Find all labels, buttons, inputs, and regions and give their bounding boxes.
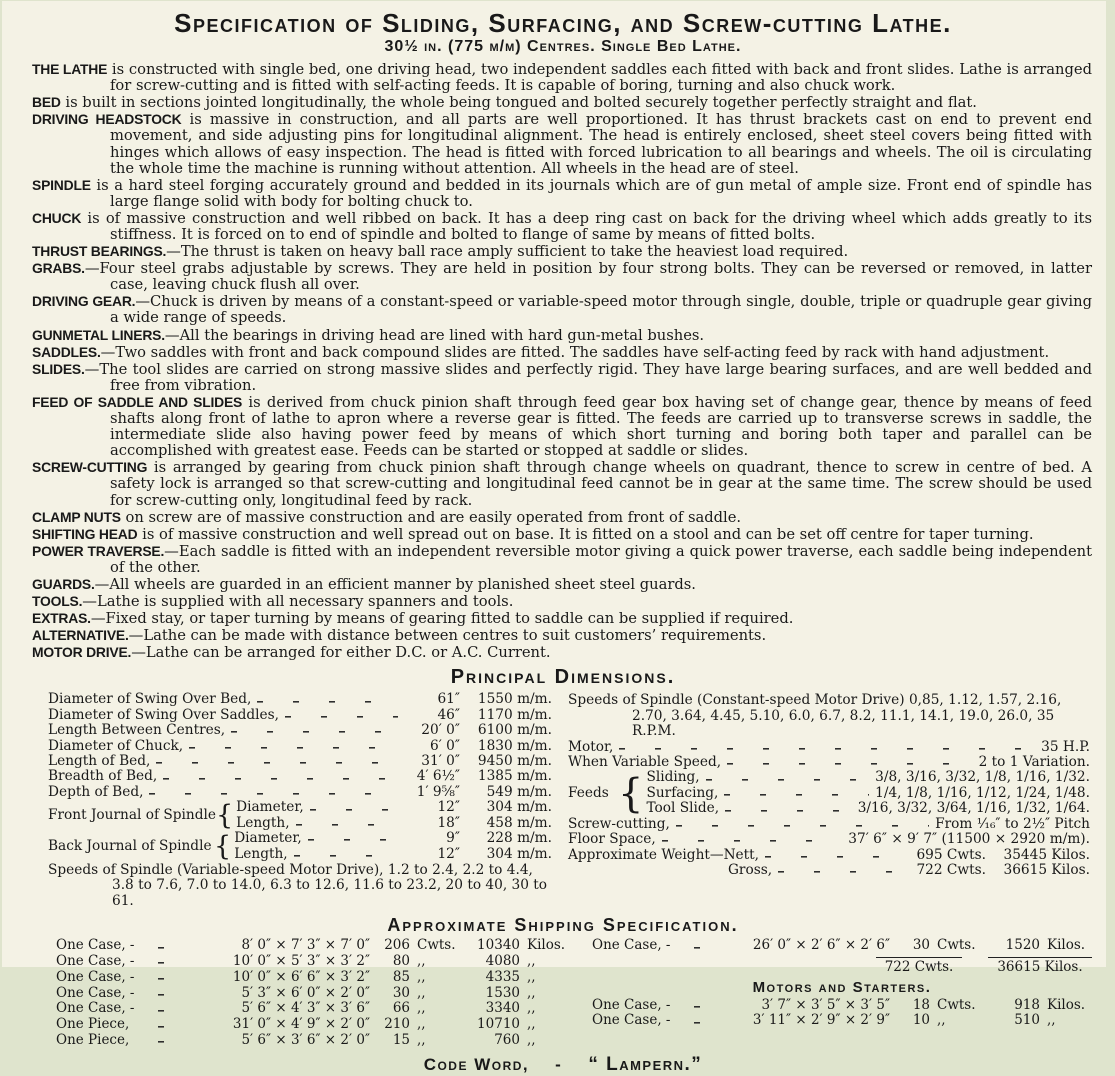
dash-leaders xyxy=(724,788,869,799)
spec-term: MOTOR DRIVE. xyxy=(32,644,132,661)
weight-kilos: 1520 xyxy=(1005,937,1040,954)
dimension-row xyxy=(236,800,552,815)
imperial-value: 12″ xyxy=(437,845,460,862)
page-subtitle: 30½ in. (775 m/m) Centres. Single Bed Lathe. xyxy=(384,38,742,56)
imperial-value: 61″ xyxy=(437,691,460,708)
spec-body: —All the bearings in driving head are lined with hard gun-metal bushes. xyxy=(164,326,705,344)
shipping-section xyxy=(32,938,1094,1049)
motors-and-starters-heading: Motors and Starters. xyxy=(752,978,932,996)
spec-term: CLAMP NUTS xyxy=(32,508,121,525)
spec-term: GUARDS. xyxy=(32,575,95,592)
variable-speed-spindle-speeds: Speeds of Spindle (Variable-speed Motor Drive), 1.2 to 2.4, 2.2 to 4.4, 3.8 to 7.6, 7.0 to 14.0, 6.3 to 12.6, 11.6 to 23.2, 20 to 40, 30 to 61. xyxy=(48,861,548,909)
feeds-group xyxy=(568,770,1090,816)
dimension-row xyxy=(568,740,1090,755)
metric-value: 304 m/m. xyxy=(486,799,552,816)
kilos-unit: ,, xyxy=(527,1031,536,1048)
weight-cwts: 30 xyxy=(392,984,410,1001)
dimension-row xyxy=(646,801,1090,816)
principal-dimensions-section xyxy=(32,692,1094,909)
spec-term: THE LATHE xyxy=(32,61,108,78)
cwts-unit: ,, xyxy=(417,952,426,969)
spec-paragraph xyxy=(32,610,1092,627)
dash-leaders xyxy=(706,773,869,784)
shipping-row xyxy=(56,986,572,1002)
cwts-unit: ,, xyxy=(417,1000,426,1017)
shipping-row xyxy=(56,1001,572,1017)
package-label: One Case, - xyxy=(56,968,135,985)
dash-leaders xyxy=(676,819,929,830)
spec-paragraph xyxy=(32,526,1092,543)
dimension-row xyxy=(568,832,1090,847)
package-label: One Case, - xyxy=(592,996,671,1013)
kilos-unit: Kilos. xyxy=(1047,996,1086,1013)
kilos-unit: ,, xyxy=(527,984,536,1001)
kilos-unit: ,, xyxy=(527,968,536,985)
package-label: One Case, - xyxy=(56,952,135,969)
spec-paragraph xyxy=(32,210,1092,243)
dimension-label: Diameter, xyxy=(236,799,304,816)
dash-leaders xyxy=(189,741,398,752)
spec-body: is derived from chuck pinion shaft through feed gear box having set of change gear, thence by means of feed shafts along front of lathe to apron where a reverse gear is fitted. The feeds are carried up to transverse screws in saddle, the intermediate slide also having power feed by means of which short turning and boring both taper and parallel can be accomplished with greatest ease. Feeds can be started or stopped at saddle or slides. xyxy=(110,393,1092,460)
case-dimensions: 3′ 11″ × 2′ 9″ × 2′ 9″ xyxy=(752,1012,890,1029)
spec-paragraph xyxy=(32,111,1092,176)
package-label: One Piece, xyxy=(56,1016,130,1033)
dimension-label: Depth of Bed, xyxy=(48,783,144,800)
spec-term: BED xyxy=(32,94,61,111)
metric-value: 6100 m/m. xyxy=(477,722,552,739)
kilos-unit: ,, xyxy=(527,952,536,969)
weight-cwts: 10 xyxy=(912,1012,930,1029)
spec-term: EXTRAS. xyxy=(32,610,91,627)
weight-kilos: 1530 xyxy=(485,984,520,1001)
dimension-row xyxy=(568,817,1090,832)
dimension-value: From ¹⁄₁₆″ to 2½″ Pitch xyxy=(935,815,1090,832)
weight-kilos: 4080 xyxy=(485,952,520,969)
case-dimensions: 10′ 0″ × 6′ 6″ × 3′ 2″ xyxy=(232,968,370,985)
package-label: One Case, - xyxy=(56,937,135,954)
cwts-value: 695 Cwts. xyxy=(916,846,986,863)
spec-term: THRUST BEARINGS. xyxy=(32,243,167,260)
imperial-value: 18″ xyxy=(437,814,460,831)
dash-leaders xyxy=(778,865,892,876)
shipping-left-column xyxy=(32,938,572,1049)
weight-cwts: 66 xyxy=(392,1000,410,1017)
dimension-label: Sliding, xyxy=(646,769,700,786)
weight-cwts: 85 xyxy=(392,968,410,985)
dash-leaders xyxy=(158,941,194,952)
weight-cwts: 206 xyxy=(384,937,410,954)
dash-leaders xyxy=(285,710,398,721)
shipping-right-column xyxy=(592,938,1094,1049)
spec-term: SPINDLE xyxy=(32,176,91,193)
spec-paragraph xyxy=(32,593,1092,610)
metric-value: 1830 m/m. xyxy=(477,737,552,754)
dash-leaders xyxy=(149,787,398,798)
case-dimensions: 5′ 6″ × 3′ 6″ × 2′ 0″ xyxy=(241,1031,370,1048)
spec-body: —Lathe can be made with distance between centres to suit customers’ requirements. xyxy=(128,627,767,645)
dimension-row xyxy=(646,786,1090,801)
dash-leaders xyxy=(725,804,852,815)
dimension-row xyxy=(646,770,1090,785)
spec-body: —The thrust is taken on heavy ball race amply sufficient to take the heaviest load required. xyxy=(166,243,849,261)
dimension-value: 3/16, 3/32, 3/64, 1/16, 1/32, 1/64. xyxy=(857,800,1090,817)
dimension-row xyxy=(48,692,552,707)
weight-kilos: 510 xyxy=(1014,1012,1040,1029)
cwts-unit: Cwts. xyxy=(417,937,456,954)
imperial-value: 1′ 9⅝″ xyxy=(416,783,460,800)
cwts-unit: ,, xyxy=(417,1031,426,1048)
group-label: Front Journal of Spindle xyxy=(48,807,216,823)
metric-value: 304 m/m. xyxy=(486,845,552,862)
spec-term: FEED OF SADDLE AND SLIDES xyxy=(32,393,243,410)
metric-value: 549 m/m. xyxy=(486,783,552,800)
front-journal-group xyxy=(48,800,552,831)
kilos-value: 36615 Kilos. xyxy=(1003,861,1090,878)
spec-body: —Two saddles with front and back compound slides are fitted. The saddles have self-acting feed by rack with hand adjustment. xyxy=(100,343,1050,361)
dimension-label: Diameter, xyxy=(234,830,302,847)
dash-leaders xyxy=(158,1004,194,1015)
dash-leaders xyxy=(727,757,973,768)
dimension-row xyxy=(236,816,552,831)
dash-leaders xyxy=(158,972,194,983)
dash-leaders xyxy=(231,725,398,736)
dash-leaders xyxy=(158,1035,194,1046)
spec-body: on screw are of massive construction and are easily operated from front of saddle. xyxy=(120,508,742,526)
dash-leaders xyxy=(310,803,398,814)
spec-term: SLIDES. xyxy=(32,360,85,377)
dimensions-right-column xyxy=(568,692,1094,909)
spec-paragraph xyxy=(32,94,1092,111)
dimension-label: Length of Bed, xyxy=(48,753,151,770)
spec-term: DRIVING HEADSTOCK xyxy=(32,111,182,128)
dash-leaders xyxy=(694,941,714,952)
dimension-label: Motor, xyxy=(568,738,614,755)
dimension-label: Screw-cutting, xyxy=(568,815,670,832)
spec-paragraph xyxy=(32,327,1092,344)
spec-term: SCREW-CUTTING xyxy=(32,459,148,476)
dimension-row xyxy=(234,847,552,862)
case-dimensions: 8′ 0″ × 7′ 3″ × 7′ 0″ xyxy=(241,937,370,954)
dimension-label: Length, xyxy=(236,814,290,831)
spec-body: is massive in construction, and all parts are well proportioned. It has thrust brackets cast on end to prevent end movement, and side adjusting pins for longitudinal alignment. The head is entirely enclosed, sheet steel covers being fitted with hinges which allows of easy inspection. The head is fitted with forced lubrication to all bearings and wheels. The oil is circulating the whole time the machine is running without attention. All wheels in the head are of steel. xyxy=(110,111,1092,177)
weight-kilos: 4335 xyxy=(485,968,520,985)
weight-cwts: 80 xyxy=(392,952,410,969)
weight-cwts: 210 xyxy=(384,1016,410,1033)
spec-paragraph xyxy=(32,543,1092,576)
dimension-label: Gross, xyxy=(728,861,773,878)
spec-term: SADDLES. xyxy=(32,343,101,360)
spec-body: —Lathe can be arranged for either D.C. or A.C. Current. xyxy=(131,644,551,662)
weight-gross-row xyxy=(568,863,1090,878)
dimension-label: Length Between Centres, xyxy=(48,722,226,739)
imperial-value: 6′ 0″ xyxy=(430,737,460,754)
spec-body: —The tool slides are carried on strong massive slides and perfectly rigid. They have large bearing surfaces, and are well bedded and free from vibration. xyxy=(84,360,1092,394)
spec-paragraph xyxy=(32,576,1092,593)
spec-body: is built in sections jointed longitudinally, the whole being tongued and bolted securely together perfectly straight and flat. xyxy=(60,94,977,112)
weight-cwts: 15 xyxy=(392,1031,410,1048)
spec-paragraph xyxy=(32,394,1092,459)
kilos-unit: Kilos. xyxy=(527,937,566,954)
dimensions-left-column xyxy=(32,692,552,909)
spec-paragraph xyxy=(32,627,1092,644)
dash-leaders xyxy=(257,695,398,706)
dimension-row xyxy=(234,831,552,846)
imperial-value: 9″ xyxy=(446,830,460,847)
spec-body: is arranged by gearing from chuck pinion shaft through change wheels on quadrant, thence to screw in centre of bed. A safety lock is arranged so that screw-cutting and longitudinal feed cannot be in gear at the same time. The screw should be used for screw-cutting only, longitudinal feed by rack. xyxy=(110,459,1092,509)
spec-body: —Four steel grabs adjustable by screws. They are held in position by four strong bolts. They can be reversed or removed, in latter case, leaving chuck flush all over. xyxy=(84,260,1092,294)
case-dimensions: 5′ 6″ × 4′ 3″ × 3′ 6″ xyxy=(241,1000,370,1017)
spec-term: DRIVING GEAR. xyxy=(32,293,136,310)
shipping-row xyxy=(592,938,1092,954)
specification-section xyxy=(32,61,1094,661)
dimension-label: Breadth of Bed, xyxy=(48,768,158,785)
weight-kilos: 10710 xyxy=(477,1016,520,1033)
metric-value: 1385 m/m. xyxy=(477,768,552,785)
principal-dimensions-heading: Principal Dimensions. xyxy=(450,666,676,689)
spec-body: —All wheels are guarded in an efficient manner by planished sheet steel guards. xyxy=(94,575,696,593)
dimension-value: 2 to 1 Variation. xyxy=(978,754,1090,771)
dimension-row xyxy=(48,754,552,769)
package-label: One Case, - xyxy=(56,984,135,1001)
kilos-unit: ,, xyxy=(527,1000,536,1017)
cwts-unit: ,, xyxy=(417,984,426,1001)
spec-body: —Lathe is supplied with all necessary spanners and tools. xyxy=(82,593,514,611)
shipping-row xyxy=(56,1033,572,1049)
weight-cwts: 18 xyxy=(912,996,930,1013)
shipping-row xyxy=(56,938,572,954)
package-label: One Case, - xyxy=(56,1000,135,1017)
spec-term: SHIFTING HEAD xyxy=(32,525,138,542)
spec-body: is of massive construction and well ribbed on back. It has a deep ring cast on back for the driving wheel which adds greatly to its stiffness. It is forced on to end of spindle and bolted to flange of same by means of fitted bolts. xyxy=(81,209,1092,244)
spec-term: POWER TRAVERSE. xyxy=(32,542,165,559)
spec-body: is constructed with single bed, one driving head, two independent saddles each fitted with back and front slides. Lathe is arranged for screw-cutting and is fitted with self-acting feeds. It is capable of boring, turning and also chuck work. xyxy=(107,61,1092,95)
spec-paragraph xyxy=(32,61,1092,94)
spec-term: GUNMETAL LINERS. xyxy=(32,326,165,343)
dash-leaders xyxy=(619,742,1035,753)
group-label: Feeds xyxy=(568,784,609,801)
code-word-footer xyxy=(32,1054,1094,1076)
spec-paragraph xyxy=(32,644,1092,661)
dimension-value: 3/8, 3/16, 3/32, 1/8, 1/16, 1/32. xyxy=(875,769,1090,786)
dash-leaders xyxy=(158,956,194,967)
spec-term: GRABS. xyxy=(32,260,85,277)
cwts-unit: ,, xyxy=(937,1012,946,1029)
back-journal-group xyxy=(48,831,552,862)
spec-paragraph xyxy=(32,344,1092,361)
imperial-value: 12″ xyxy=(437,799,460,816)
constant-speed-spindle-speeds: Speeds of Spindle (Constant-speed Motor Drive) 0,85, 1.12, 1.57, 2.16, 2.70, 3.64, 4.45, 5.10, 6.0, 6.7, 8.2, 11.1, 14.1, 19.0, 26.0, 35 R.P.M. xyxy=(568,692,1062,740)
shipping-totals-row xyxy=(592,957,1092,976)
kilos-unit: ,, xyxy=(1047,1012,1056,1029)
dash-leaders xyxy=(158,988,194,999)
spec-paragraph xyxy=(32,459,1092,508)
package-label: One Piece, xyxy=(56,1031,130,1048)
spec-paragraph xyxy=(32,260,1092,293)
dash-leaders xyxy=(158,1020,194,1031)
dimension-label: Floor Space, xyxy=(568,831,656,848)
dimension-row xyxy=(48,708,552,723)
case-dimensions: 31′ 0″ × 4′ 9″ × 2′ 0″ xyxy=(232,1016,370,1033)
shipping-row xyxy=(56,954,572,970)
brace-glyph xyxy=(216,802,233,829)
dimension-label: Length, xyxy=(234,845,288,862)
dimension-label: Diameter of Swing Over Bed, xyxy=(48,691,252,708)
dimension-label: Diameter of Chuck, xyxy=(48,737,184,754)
cwts-unit: Cwts. xyxy=(937,937,976,954)
dimension-label: Surfacing, xyxy=(646,784,719,801)
spec-paragraph xyxy=(32,243,1092,260)
dimension-label: Diameter of Swing Over Saddles, xyxy=(48,706,280,723)
cwts-unit: ,, xyxy=(417,968,426,985)
dimension-row xyxy=(48,739,552,754)
shipping-row xyxy=(592,1013,1092,1029)
spec-body: is of massive construction and well spread out on base. It is fitted on a stool and can be set off centre for taper turning. xyxy=(137,525,1034,543)
imperial-value: 46″ xyxy=(437,706,460,723)
page-title: Specification of Sliding, Surfacing, and Screw-cutting Lathe. xyxy=(174,8,952,38)
total-cwts: 722 Cwts. xyxy=(876,957,962,976)
metric-value: 228 m/m. xyxy=(486,830,552,847)
brace-glyph xyxy=(618,774,643,814)
shipping-row xyxy=(56,970,572,986)
weight-nett-row xyxy=(568,848,1090,863)
dash-leaders xyxy=(662,834,843,845)
kilos-unit: ,, xyxy=(527,1016,536,1033)
dash-leaders xyxy=(296,818,398,829)
spec-paragraph xyxy=(32,361,1092,394)
dash-leaders xyxy=(308,833,398,844)
code-word-dash: - xyxy=(555,1054,563,1074)
code-word-value: “ Lampern.” xyxy=(588,1053,703,1075)
spec-term: ALTERNATIVE. xyxy=(32,627,129,644)
case-dimensions: 10′ 0″ × 5′ 3″ × 3′ 2″ xyxy=(232,952,370,969)
package-label: One Case, - xyxy=(592,937,671,954)
code-word-label: Code Word, xyxy=(423,1054,530,1074)
imperial-value: 31′ 0″ xyxy=(421,753,460,770)
shipping-row xyxy=(592,998,1092,1014)
spec-paragraph xyxy=(32,293,1092,326)
dash-leaders xyxy=(156,756,398,767)
weight-kilos: 918 xyxy=(1014,996,1040,1013)
kilos-value: 35445 Kilos. xyxy=(1003,846,1090,863)
spec-paragraph xyxy=(32,509,1092,526)
package-label: One Case, - xyxy=(592,1012,671,1029)
dimension-label: When Variable Speed, xyxy=(568,754,722,771)
spec-body: —Fixed stay, or taper turning by means of gearing fitted to saddle can be supplied if required. xyxy=(90,610,794,628)
total-kilos: 36615 Kilos. xyxy=(988,957,1092,976)
dash-leaders xyxy=(163,772,398,783)
dash-leaders xyxy=(694,1000,714,1011)
case-dimensions: 5′ 3″ × 6′ 0″ × 2′ 0″ xyxy=(241,984,370,1001)
cwts-unit: ,, xyxy=(417,1016,426,1033)
metric-value: 1170 m/m. xyxy=(477,706,552,723)
imperial-value: 20′ 0″ xyxy=(421,722,460,739)
dimension-row xyxy=(48,785,552,800)
shipping-heading: Approximate Shipping Specification. xyxy=(387,915,739,936)
dash-leaders xyxy=(765,850,892,861)
cwts-value: 722 Cwts. xyxy=(916,861,986,878)
weight-cwts: 30 xyxy=(912,937,930,954)
dimension-value: 37′ 6″ × 9′ 7″ (11500 × 2920 m/m). xyxy=(848,831,1090,848)
dimension-row xyxy=(568,755,1090,770)
imperial-value: 4′ 6½″ xyxy=(416,768,460,785)
dimension-value: 35 H.P. xyxy=(1041,738,1090,755)
spec-body: is a hard steel forging accurately ground and bedded in its journals which are of gun metal of ample size. Front end of spindle has large flange solid with body for bolting chuck to. xyxy=(90,176,1092,210)
dimension-label: Approximate Weight—Nett, xyxy=(568,846,760,863)
cwts-unit: Cwts. xyxy=(937,996,976,1013)
weight-kilos: 760 xyxy=(494,1031,520,1048)
metric-value: 9450 m/m. xyxy=(477,753,552,770)
kilos-unit: Kilos. xyxy=(1047,937,1086,954)
shipping-row xyxy=(56,1017,572,1033)
dash-leaders xyxy=(294,849,398,860)
metric-value: 1550 m/m. xyxy=(477,691,552,708)
spec-paragraph xyxy=(32,177,1092,210)
dimension-row xyxy=(48,769,552,784)
dash-leaders xyxy=(694,1016,714,1027)
weight-kilos: 3340 xyxy=(485,1000,520,1017)
metric-value: 458 m/m. xyxy=(486,814,552,831)
weight-kilos: 10340 xyxy=(477,937,520,954)
dimension-row xyxy=(48,723,552,738)
spec-term: TOOLS. xyxy=(32,593,83,610)
spec-body: —Chuck is driven by means of a constant-speed or variable-speed motor through single, double, triple or quadruple gear giving a wide range of speeds. xyxy=(110,293,1092,327)
case-dimensions: 26′ 0″ × 2′ 6″ × 2′ 6″ xyxy=(752,937,890,954)
spec-term: CHUCK xyxy=(32,209,82,226)
catalogue-page xyxy=(2,1,1106,1075)
dimension-value: 1/4, 1/8, 1/16, 1/12, 1/24, 1/48. xyxy=(875,784,1090,801)
spec-body: —Each saddle is fitted with an independent reversible motor giving a quick power traverse, each saddle being independent of the other. xyxy=(110,542,1093,576)
brace-glyph xyxy=(214,833,231,860)
case-dimensions: 3′ 7″ × 3′ 5″ × 3′ 5″ xyxy=(761,996,890,1013)
dimension-label: Tool Slide, xyxy=(646,800,720,817)
group-label: Back Journal of Spindle xyxy=(48,837,212,854)
